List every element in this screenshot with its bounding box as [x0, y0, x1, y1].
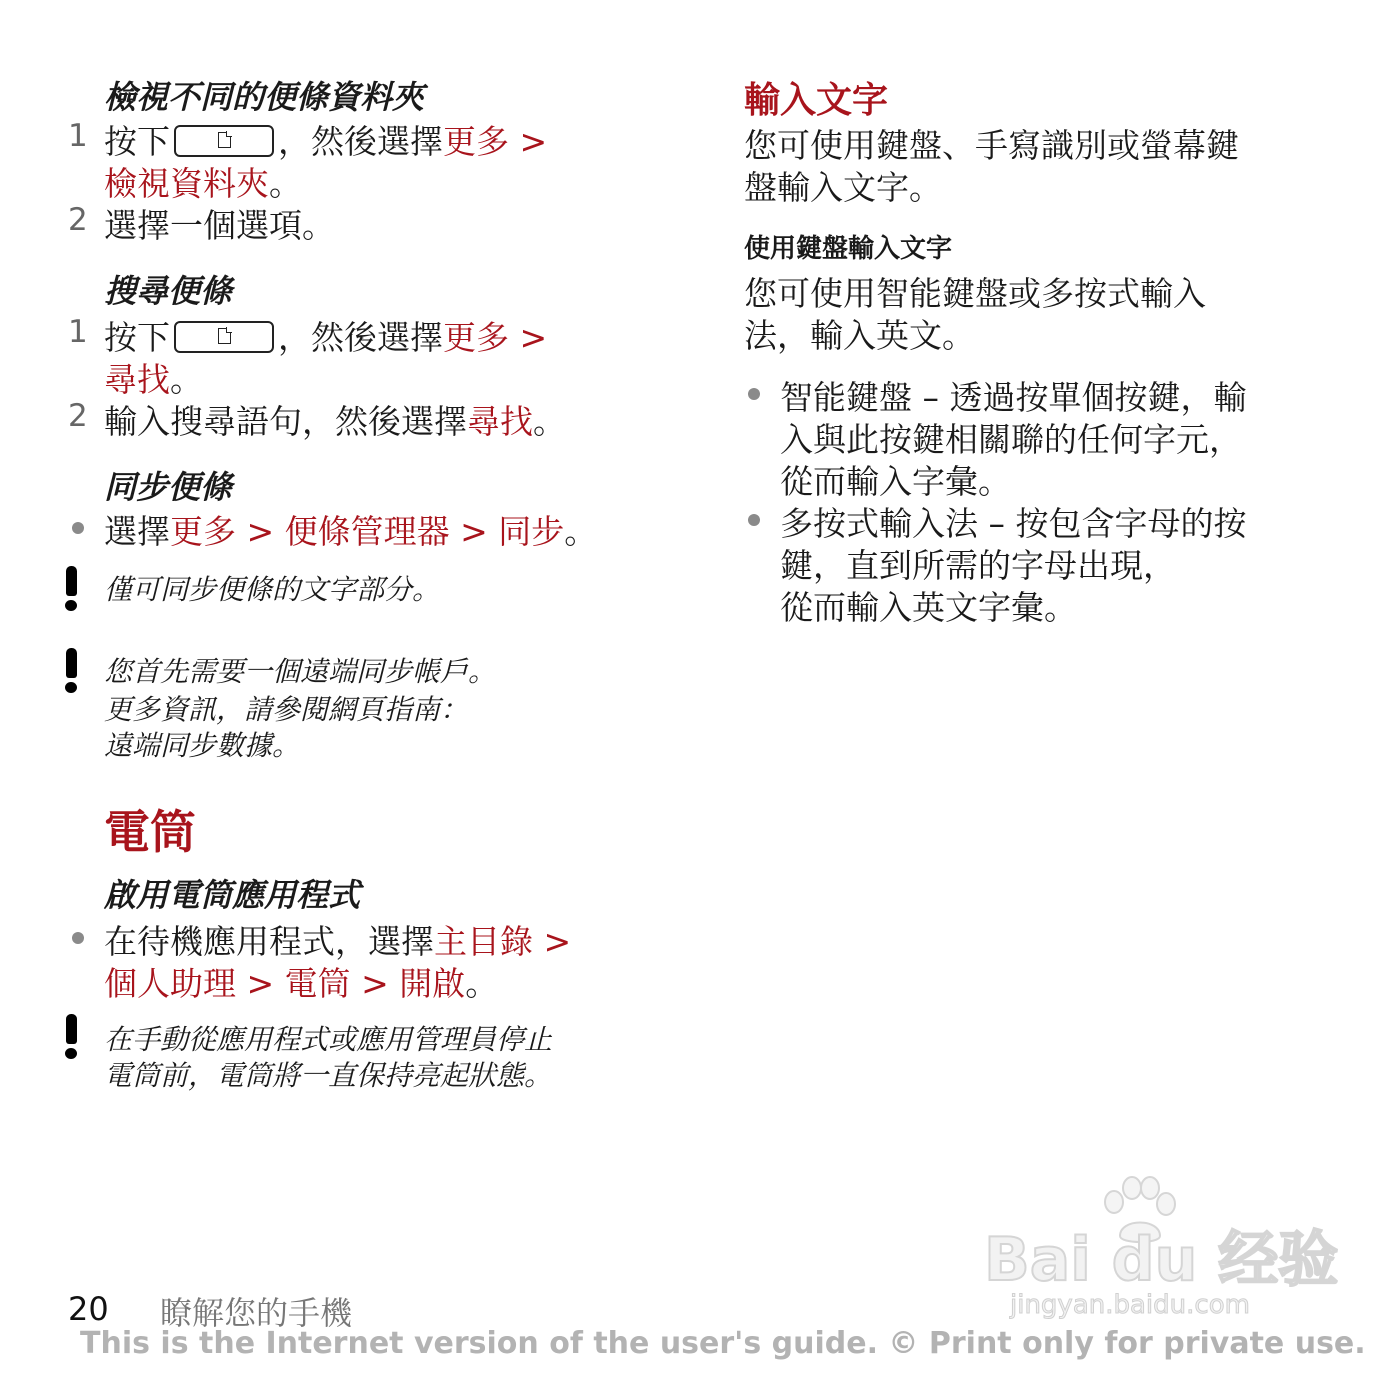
link-flashlight: 電筒: [284, 964, 351, 1003]
bullet-dot: [748, 388, 760, 400]
heading-activate-flashlight: 啟用電筒應用程式: [104, 876, 361, 914]
section-title-flashlight: 電筒: [104, 805, 196, 859]
link-organizer: 個人助理: [104, 964, 236, 1003]
link-more: 更多: [170, 512, 236, 551]
heading-search-notes: 搜尋便條: [104, 272, 233, 310]
footer-section-title: 瞭解您的手機: [160, 1294, 353, 1332]
heading-view-folders: 檢視不同的便條資料夾: [104, 78, 425, 116]
kb-intro-line2: 法，輸入英文。: [744, 316, 975, 355]
bullet-flashlight: 在待機應用程式，選擇主目錄 >: [104, 922, 572, 961]
bullet-smart-keyboard-line3: 從而輸入字彙。: [780, 462, 1011, 501]
link-more: 更多: [443, 318, 509, 357]
bullet-multitap-line1: 多按式輸入法 – 按包含字母的按: [780, 504, 1247, 543]
note-flashlight-line1: 在手動從應用程式或應用管理員停止: [104, 1023, 553, 1056]
link-turn-on: 開啟: [399, 964, 466, 1003]
bullet-dot: [72, 522, 84, 534]
note-sync-account-line1: 您首先需要一個遠端同步帳戶。: [104, 655, 497, 688]
link-main-menu: 主目錄: [434, 922, 533, 961]
note-flashlight-line2: 電筒前，電筒將一直保持亮起狀態。: [104, 1059, 553, 1092]
bullet-sync: 選擇更多 > 便條管理器 > 同步。: [104, 512, 598, 551]
note-sync-account-line3: 遠端同步數據。: [104, 729, 301, 762]
page-number: 20: [68, 1290, 109, 1328]
link-find: 尋找: [467, 402, 533, 441]
link-find: 尋找: [104, 360, 170, 399]
bullet-multitap-line3: 從而輸入英文字彙。: [780, 588, 1077, 627]
heading-keyboard-input: 使用鍵盤輸入文字: [744, 234, 953, 264]
step-number: 2: [68, 202, 88, 238]
step-search-2: 輸入搜尋語句，然後選擇尋找。: [104, 402, 566, 441]
note-sync-account-line2: 更多資訊，請參閱網頁指南：: [104, 693, 469, 726]
bullet-dot: [72, 932, 84, 944]
step-number: 1: [68, 314, 88, 350]
step-view-folders-2: 選擇一個選項。: [104, 206, 335, 245]
note-sync-text-only: 僅可同步便條的文字部分。: [104, 573, 441, 606]
heading-sync-notes: 同步便條: [104, 468, 233, 506]
bullet-smart-keyboard-line1: 智能鍵盤 – 透過按單個按鍵，輸: [780, 378, 1247, 417]
link-more: 更多: [443, 122, 509, 161]
watermark-url: jingyan.baidu.com: [1010, 1290, 1250, 1320]
step-search-1: 按下 ，然後選擇更多 >: [104, 318, 548, 357]
bullet-smart-keyboard-line2: 入與此按鍵相關聯的任何字元，: [780, 420, 1242, 459]
step-number: 1: [68, 118, 88, 154]
intro-line1: 您可使用鍵盤、手寫識別或螢幕鍵: [744, 126, 1239, 165]
link-sync: 同步: [498, 512, 565, 551]
step-number: 2: [68, 398, 88, 434]
link-notes-manager: 便條管理器: [284, 512, 450, 551]
bullet-multitap-line2: 鍵，直到所需的字母出現，: [780, 546, 1176, 585]
section-title-text-input: 輸入文字: [744, 80, 889, 121]
intro-line2: 盤輸入文字。: [744, 168, 942, 207]
footer-disclaimer: This is the Internet version of the user's guide. © Print only for private use.: [80, 1326, 1366, 1361]
step-view-folders-1: 按下 ，然後選擇更多 >: [104, 122, 548, 161]
watermark-brand: Bai du 经验: [984, 1225, 1339, 1295]
options-key-icon: [174, 321, 274, 353]
link-view-folder: 檢視資料夾: [104, 164, 269, 203]
options-key-icon: [174, 125, 274, 157]
bullet-dot: [748, 514, 760, 526]
kb-intro-line1: 您可使用智能鍵盤或多按式輸入: [744, 274, 1206, 313]
